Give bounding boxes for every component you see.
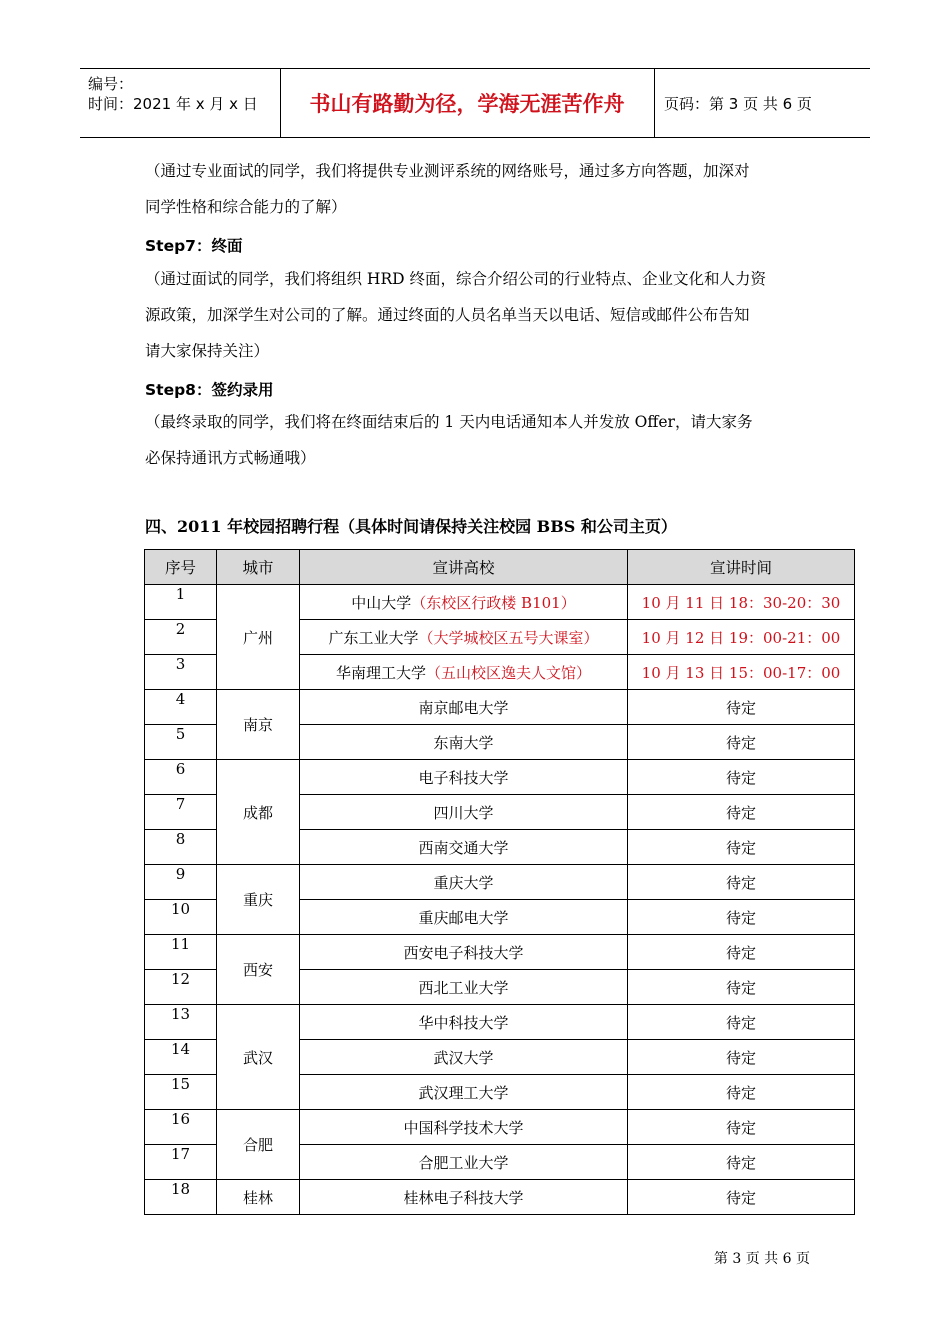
school-cell (300, 900, 628, 935)
row-number: 16 (145, 1110, 217, 1145)
table-row (145, 760, 855, 795)
row-number: 14 (145, 1040, 217, 1075)
school-cell (300, 830, 628, 865)
header-page-info: 页码：第 3 页 共 6 页 (664, 94, 812, 113)
paragraph-line: 请大家保持关注） (145, 342, 270, 360)
header-cell-no: 序号 (145, 550, 217, 585)
header-motto: 书山有路勤为径，学海无涯苦作舟 (309, 92, 625, 116)
row-number: 7 (145, 795, 217, 830)
school-name: 华中科技大学 (418, 1013, 509, 1032)
time-cell: 10 月 12 日 19：00-21：00 (628, 620, 855, 655)
step7-heading: Step7：终面 (145, 237, 243, 255)
school-name: 中山大学 (351, 593, 412, 612)
school-name: 西北工业大学 (418, 978, 509, 997)
row-number: 11 (145, 935, 217, 970)
paragraph-1 (145, 153, 825, 225)
row-number: 13 (145, 1005, 217, 1040)
row-number: 12 (145, 970, 217, 1005)
row-number: 2 (145, 620, 217, 655)
school-name: 西南交通大学 (418, 838, 509, 857)
school-cell (300, 1005, 628, 1040)
city-cell: 西安 (217, 935, 300, 1005)
city-cell: 合肥 (217, 1110, 300, 1180)
school-name: 电子科技大学 (418, 768, 509, 787)
school-name: 合肥工业大学 (418, 1153, 509, 1172)
time-cell: 待定 (628, 795, 855, 830)
time-cell: 待定 (628, 725, 855, 760)
table-row (145, 690, 855, 725)
table-body (145, 585, 855, 1215)
header-cell-city: 城市 (217, 550, 300, 585)
row-number: 18 (145, 1180, 217, 1215)
time-cell: 待定 (628, 1110, 855, 1145)
header-cell-school: 宣讲高校 (300, 550, 628, 585)
row-number: 1 (145, 585, 217, 620)
page-header (80, 68, 870, 138)
school-cell (300, 760, 628, 795)
table-row (145, 1180, 855, 1215)
table-row (145, 865, 855, 900)
row-number: 8 (145, 830, 217, 865)
school-name: 武汉理工大学 (418, 1083, 509, 1102)
city-cell: 桂林 (217, 1180, 300, 1215)
row-number: 5 (145, 725, 217, 760)
header-divider (654, 69, 655, 137)
paragraph-line: 同学性格和综合能力的了解） (145, 198, 347, 216)
header-meta (80, 69, 280, 137)
city-cell: 武汉 (217, 1005, 300, 1110)
venue-text: （五山校区逸夫人文馆） (426, 663, 592, 682)
school-name: 东南大学 (433, 733, 494, 752)
time-cell: 待定 (628, 900, 855, 935)
school-cell (300, 655, 628, 690)
school-cell (300, 1110, 628, 1145)
school-name: 南京邮电大学 (418, 698, 509, 717)
school-cell (300, 1145, 628, 1180)
school-cell (300, 1180, 628, 1215)
time-cell: 待定 (628, 1180, 855, 1215)
venue-text: （东校区行政楼 B101） (411, 593, 576, 612)
school-name: 四川大学 (433, 803, 494, 822)
time-cell: 10 月 11 日 18：30-20：30 (628, 585, 855, 620)
time-cell: 待定 (628, 935, 855, 970)
time-cell: 待定 (628, 1040, 855, 1075)
schedule-table (144, 549, 855, 1215)
paragraph-2 (145, 261, 825, 369)
time-cell: 待定 (628, 1145, 855, 1180)
row-number: 10 (145, 900, 217, 935)
school-cell (300, 865, 628, 900)
paragraph-line: 必保持通讯方式畅通哦） (145, 449, 316, 467)
school-name: 重庆邮电大学 (418, 908, 509, 927)
table-header-row (145, 550, 855, 585)
school-name: 重庆大学 (433, 873, 494, 892)
section-title: 四、2011 年校园招聘行程（具体时间请保持关注校园 BBS 和公司主页） (145, 517, 677, 536)
table-row (145, 585, 855, 620)
city-cell: 南京 (217, 690, 300, 760)
time-cell: 待定 (628, 865, 855, 900)
school-cell (300, 1040, 628, 1075)
row-number: 4 (145, 690, 217, 725)
school-cell (300, 1075, 628, 1110)
time-cell: 待定 (628, 1075, 855, 1110)
table-row (145, 935, 855, 970)
school-name: 武汉大学 (433, 1048, 494, 1067)
city-cell: 成都 (217, 760, 300, 865)
school-name: 西安电子科技大学 (403, 943, 524, 962)
time-cell: 待定 (628, 690, 855, 725)
school-cell (300, 970, 628, 1005)
row-number: 17 (145, 1145, 217, 1180)
school-name: 中国科学技术大学 (403, 1118, 524, 1137)
city-cell: 广州 (217, 585, 300, 690)
school-name: 广东工业大学 (328, 628, 419, 647)
time-cell: 待定 (628, 760, 855, 795)
time-label: 时间：2021 年 x 月 x 日 (88, 95, 258, 113)
table-row (145, 1005, 855, 1040)
header-cell-time: 宣讲时间 (628, 550, 855, 585)
school-name: 桂林电子科技大学 (403, 1188, 524, 1207)
row-number: 9 (145, 865, 217, 900)
time-cell: 待定 (628, 830, 855, 865)
paragraph-3 (145, 404, 825, 476)
row-number: 15 (145, 1075, 217, 1110)
school-cell (300, 690, 628, 725)
venue-text: （大学城校区五号大课室） (418, 628, 599, 647)
paragraph-line: （通过专业面试的同学，我们将提供专业测评系统的网络账号，通过多方向答题，加深对 (145, 162, 750, 180)
school-cell (300, 795, 628, 830)
time-cell: 待定 (628, 970, 855, 1005)
paragraph-line: 源政策，加深学生对公司的了解。通过终面的人员名单当天以电话、短信或邮件公布告知 (145, 306, 750, 324)
city-cell: 重庆 (217, 865, 300, 935)
step8-heading: Step8：签约录用 (145, 381, 274, 399)
school-cell (300, 585, 628, 620)
school-cell (300, 935, 628, 970)
school-cell (300, 725, 628, 760)
school-cell (300, 620, 628, 655)
time-cell: 10 月 13 日 15：00-17：00 (628, 655, 855, 690)
row-number: 6 (145, 760, 217, 795)
school-name: 华南理工大学 (335, 663, 426, 682)
paragraph-line: （最终录取的同学，我们将在终面结束后的 1 天内电话通知本人并发放 Offer，请大家务 (145, 413, 753, 431)
row-number: 3 (145, 655, 217, 690)
time-cell: 待定 (628, 1005, 855, 1040)
paragraph-line: （通过面试的同学，我们将组织 HRD 终面，综合介绍公司的行业特点、企业文化和人力资 (145, 270, 766, 288)
table-row (145, 1110, 855, 1145)
number-label: 编号： (88, 75, 134, 93)
page-footer: 第 3 页 共 6 页 (713, 1251, 810, 1267)
